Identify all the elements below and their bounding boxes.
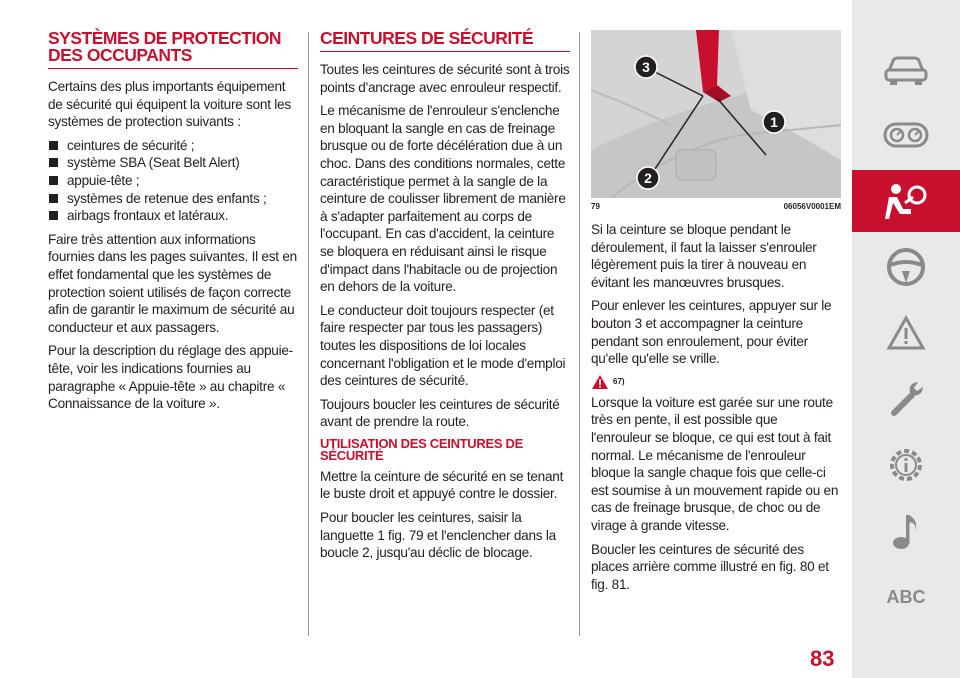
svg-text:1: 1 bbox=[770, 114, 778, 130]
paragraph: Faire très attention aux informations fournies dans les pages suivantes. Il est en effet fondamental que les systèmes de protection soient utilisés de façon correcte afin de garantir le maximum de sécurité au conducteur et aux passagers. bbox=[48, 231, 297, 335]
bullet-icon bbox=[49, 141, 58, 150]
left-column bbox=[48, 30, 298, 419]
warning-triangle-icon bbox=[886, 315, 926, 351]
section-title-seatbelts: CEINTURES DE SÉCURITÉ bbox=[320, 30, 570, 52]
list-item: appuie-tête ; bbox=[48, 172, 298, 190]
list-item: ceintures de sécurité ; bbox=[48, 137, 298, 155]
list-item: systèmes de retenue des enfants ; bbox=[48, 190, 298, 208]
paragraph: Toutes les ceintures de sécurité sont à trois points d'ancrage avec enrouleur respectif. bbox=[320, 62, 570, 95]
nav-technical-data[interactable] bbox=[852, 434, 960, 496]
nav-emergency[interactable] bbox=[852, 302, 960, 364]
music-note-icon bbox=[891, 511, 921, 551]
paragraph: Si la ceinture se bloque pendant le déroulement, il faut la laisser s'enrouler légèrement puis la tirer à nouveau en évitant les manœuvres brusques. bbox=[591, 222, 817, 290]
bullet-icon bbox=[49, 158, 58, 167]
figure-number: 79 bbox=[591, 202, 600, 211]
dashboard-icon bbox=[883, 121, 929, 149]
list-item: système SBA (Seat Belt Alert) bbox=[48, 154, 298, 172]
wrench-icon bbox=[886, 379, 926, 419]
paragraph: Certains des plus importants équipement de sécurité qui équipent la voiture sont les systèmes de protection suivants : bbox=[48, 79, 291, 130]
chapter-sidebar bbox=[852, 0, 960, 678]
paragraph: Le mécanisme de l'enrouleur s'enclenche en bloquant la sangle en cas de freinage brusque ou de forte décélération due à un choc. Dans des conditions normales, cette caractéristique permet à la sangle de la ceinture de coulisser librement de manière à s'adapter parfaitement au corps de l'occupant. En cas d'accident, la ceinture se bloquera en réduisant ainsi le risque d'impact dans l'habitacle ou de projection en dehors de la voiture. bbox=[320, 103, 566, 295]
right-column bbox=[591, 30, 841, 599]
abc-index-label: ABC bbox=[886, 586, 926, 607]
nav-driving[interactable] bbox=[852, 236, 960, 298]
warning-triangle-icon bbox=[591, 374, 609, 390]
nav-index[interactable] bbox=[852, 566, 960, 628]
bullet-icon bbox=[49, 176, 58, 185]
middle-column bbox=[320, 30, 570, 568]
car-icon bbox=[883, 55, 929, 87]
column-divider bbox=[308, 32, 309, 636]
figure-caption bbox=[591, 202, 841, 211]
nav-multimedia[interactable] bbox=[852, 500, 960, 562]
seatbelt-figure bbox=[591, 30, 841, 198]
callout-2 bbox=[637, 167, 659, 189]
paragraph: Toujours boucler les ceintures de sécurité avant de prendre la route. bbox=[320, 396, 560, 430]
bullet-icon bbox=[49, 211, 58, 220]
info-gear-icon bbox=[885, 444, 927, 486]
paragraph: Le conducteur doit toujours respecter (et faire respecter par tous les passagers) toutes les dispositions de loi locales concernant l'obligation et le mode d'emploi des ceintures de sécurité. bbox=[320, 302, 566, 389]
bullet-icon bbox=[49, 194, 58, 203]
paragraph: Mettre la ceinture de sécurité en se tenant le buste droit et appuyé contre le dossier. bbox=[320, 468, 564, 502]
paragraph: Boucler les ceintures de sécurité des places arrière comme illustré en fig. 80 et fig. 81. bbox=[591, 541, 829, 592]
warning-ref-number[interactable]: 67) bbox=[613, 376, 625, 386]
protection-list bbox=[48, 137, 298, 225]
paragraph: Pour boucler les ceintures, saisir la languette 1 fig. 79 et l'enclencher dans la boucle 2, jusqu'au déclic de blocage. bbox=[320, 510, 556, 561]
subsection-title: UTILISATION DES CEINTURES DE SÉCURITÉ bbox=[320, 435, 523, 463]
warning-reference bbox=[591, 374, 841, 390]
figure-code: 06056V0001EM bbox=[783, 202, 841, 211]
callout-3 bbox=[635, 56, 657, 78]
nav-car[interactable] bbox=[852, 40, 960, 102]
paragraph: Lorsque la voiture est garée sur une route très en pente, il est possible que l'enrouleur se bloque, ce qui est tout à fait normal. Le mécanisme de l'enrouleur bloque la sangle chaque fois que celle-ci est soumise à un mouvement rapide ou en cas de freinage brusque, de choc ou de virage à grande vitesse. bbox=[591, 394, 839, 533]
svg-text:3: 3 bbox=[642, 59, 650, 75]
nav-safety[interactable] bbox=[852, 170, 960, 232]
page-number: 83 bbox=[810, 646, 835, 671]
svg-text:2: 2 bbox=[644, 170, 652, 186]
airbag-safety-icon bbox=[883, 181, 929, 221]
section-title-protection: SYSTÈMES DE PROTECTION DES OCCUPANTS bbox=[48, 30, 298, 69]
paragraph: Pour la description du réglage des appuie-tête, voir les indications fournies au paragraphe « Appuie-tête » au chapitre « Connaissance de la voiture ». bbox=[48, 343, 293, 412]
nav-maintenance[interactable] bbox=[852, 368, 960, 430]
paragraph: Pour enlever les ceintures, appuyer sur le bouton 3 et accompagner la ceinture pendant son enroulement, pour éviter qu'elle qu'elle se vrille. bbox=[591, 298, 832, 367]
list-item: airbags frontaux et latéraux. bbox=[48, 207, 298, 225]
seatbelt-illustration bbox=[591, 30, 841, 198]
nav-dashboard[interactable] bbox=[852, 104, 960, 166]
column-divider bbox=[579, 32, 580, 636]
callout-1 bbox=[763, 111, 785, 133]
steering-wheel-icon bbox=[886, 247, 926, 287]
